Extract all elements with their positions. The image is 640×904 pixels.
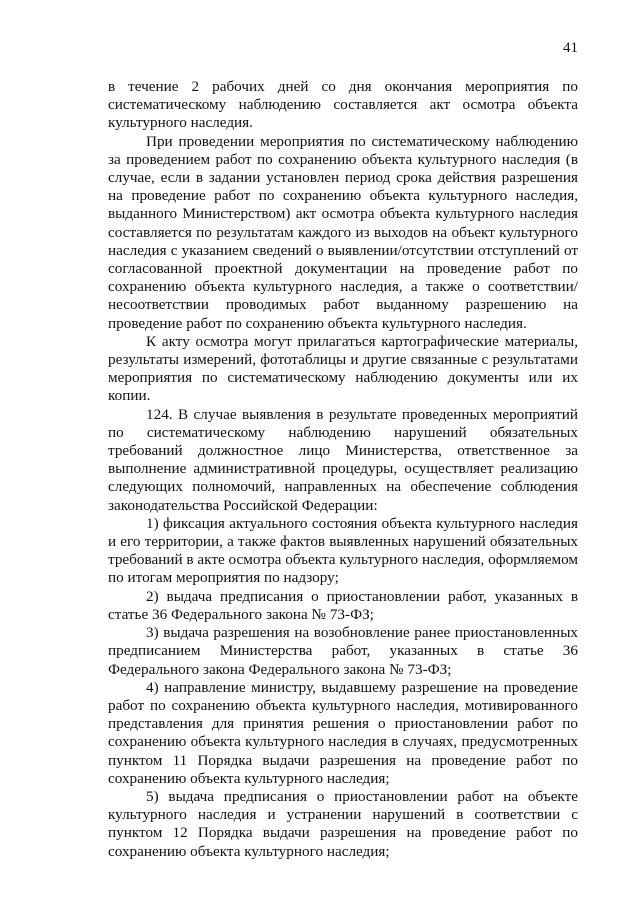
list-item-1: 1) фиксация актуального состояния объекта культурного наследия и его территории, а также фактов выявленных нарушений обязательных требований в акте осмотра объекта культурного наследия, оформляемом по итогам мероприятия по надзору;: [108, 514, 578, 587]
paragraph-124-violations: 124. В случае выявления в результате проведенных мероприятий по систематическому наблюдению нарушений обязательных требований должностное лицо Министерства, ответственное за выполнение административной процедуры, осуществляет реализацию следующих полномочий, направленных на обеспечение соблюдения законодательства Российской Федерации:: [108, 405, 578, 514]
paragraph-inspection-act-each-visit: При проведении мероприятия по систематическому наблюдению за проведением работ по сохранению объекта культурного наследия (в случае, если в задании установлен период срока действия разрешения на проведение работ по сохранению объекта культурного наследия, выданного Министерством) акт осмотра объекта культурного наследия составляется по результатам каждого из выходов на объект культурного наследия с указанием сведений о выявлении/отсутствии отступлений от согласованной проектной документации на проведение работ по сохранению объекта культурного наследия, а также о соответствии/несоответствии проводимых работ выданному разрешению на проведение работ по сохранению объекта культурного наследия.: [108, 132, 578, 332]
page-number: 41: [563, 40, 578, 56]
list-item-4: 4) направление министру, выдавшему разрешение на проведение работ по сохранению объекта культурного наследия, мотивированного представления для принятия решения о приостановлении работ по сохранению объекта культурного наследия в случаях, предусмотренных пунктом 11 Порядка выдачи разрешения на проведение работ по сохранению объекта культурного наследия;: [108, 678, 578, 787]
paragraph-continuation: в течение 2 рабочих дней со дня окончания мероприятия по систематическому наблюдению составляется акт осмотра объекта культурного наследия.: [108, 78, 578, 132]
list-item-2: 2) выдача предписания о приостановлении работ, указанных в статье 36 Федерального закона № 73-ФЗ;: [108, 587, 578, 623]
list-item-5: 5) выдача предписания о приостановлении работ на объекте культурного наследия и устранении нарушений в соответствии с пунктом 12 Порядка выдачи разрешения на проведение работ по сохранению объекта культурного наследия;: [108, 787, 578, 860]
document-body: [108, 78, 578, 861]
paragraph-act-attachments: К акту осмотра могут прилагаться картографические материалы, результаты измерений, фототаблицы и другие связанные с результатами мероприятия по систематическому наблюдению документы или их копии.: [108, 332, 578, 405]
list-item-3: 3) выдача разрешения на возобновление ранее приостановленных предписанием Министерства работ, указанных в статье 36 Федерального закона Федерального закона № 73-ФЗ;: [108, 624, 578, 678]
